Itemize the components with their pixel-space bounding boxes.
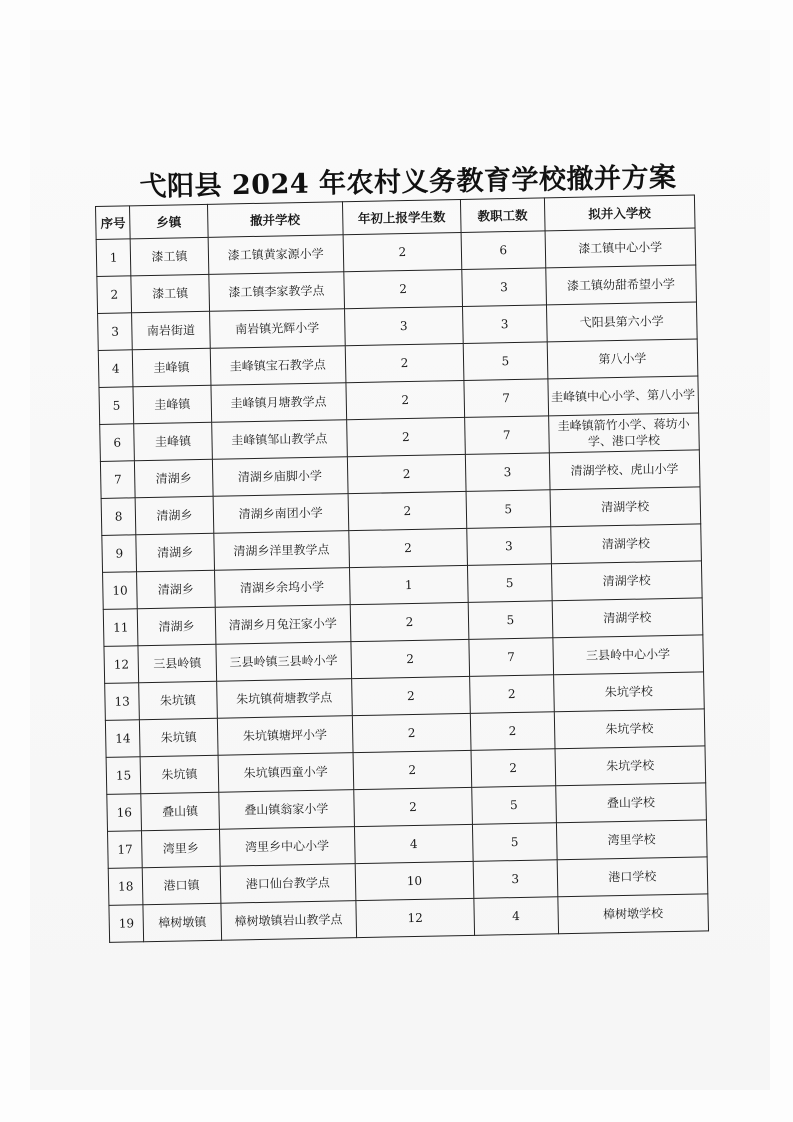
cell-town: 南岩街道 <box>132 311 210 349</box>
cell-school: 圭峰镇邹山教学点 <box>211 420 347 460</box>
cell-staff: 3 <box>465 453 549 492</box>
cell-target: 三县岭中心小学 <box>553 635 704 675</box>
cell-school: 圭峰镇月塘教学点 <box>211 383 347 423</box>
cell-staff: 3 <box>462 268 546 307</box>
cell-students: 2 <box>351 639 470 678</box>
cell-students: 2 <box>354 787 473 826</box>
cell-students: 1 <box>349 565 468 604</box>
cell-students: 2 <box>346 380 465 419</box>
cell-seq: 15 <box>106 757 141 795</box>
cell-target: 清湖学校 <box>550 524 701 564</box>
cell-town: 漆工镇 <box>131 274 209 312</box>
cell-seq: 7 <box>100 461 135 499</box>
cell-school: 樟树墩镇岩山教学点 <box>221 901 357 941</box>
cell-staff: 3 <box>462 305 546 344</box>
cell-staff: 2 <box>470 675 554 714</box>
cell-town: 朱坑镇 <box>140 718 218 756</box>
cell-school: 南岩镇光辉小学 <box>209 309 345 349</box>
cell-town: 圭峰镇 <box>133 385 211 423</box>
cell-students: 12 <box>356 898 475 937</box>
cell-seq: 14 <box>105 720 140 758</box>
cell-students: 2 <box>350 602 469 641</box>
cell-staff: 2 <box>471 749 555 788</box>
merger-plan-table <box>95 194 709 942</box>
cell-seq: 1 <box>96 239 131 277</box>
cell-staff: 5 <box>463 342 547 381</box>
cell-students: 2 <box>349 528 468 567</box>
cell-seq: 9 <box>102 535 137 573</box>
cell-seq: 19 <box>109 905 144 943</box>
header-target: 拟并入学校 <box>544 195 695 231</box>
cell-seq: 10 <box>103 572 138 610</box>
cell-students: 2 <box>343 232 462 271</box>
cell-target: 弋阳县第六小学 <box>546 302 697 342</box>
cell-school: 叠山镇翁家小学 <box>218 790 354 830</box>
cell-target: 漆工镇幼甜希望小学 <box>545 265 696 305</box>
cell-town: 樟树墩镇 <box>143 903 221 941</box>
cell-staff: 5 <box>472 823 556 862</box>
header-staff: 教职工数 <box>460 198 544 233</box>
cell-seq: 5 <box>99 387 134 425</box>
cell-target: 朱坑学校 <box>554 709 705 749</box>
header-town: 乡镇 <box>130 204 208 238</box>
cell-target: 清湖学校 <box>551 561 702 601</box>
cell-target: 第八小学 <box>547 339 698 379</box>
cell-school: 清湖乡南团小学 <box>213 494 349 534</box>
cell-town: 清湖乡 <box>138 607 216 645</box>
cell-seq: 3 <box>98 313 133 351</box>
cell-school: 圭峰镇宝石教学点 <box>210 346 346 386</box>
cell-target: 朱坑学校 <box>555 746 706 786</box>
cell-school: 清湖乡庙脚小学 <box>212 457 348 497</box>
cell-staff: 3 <box>467 527 551 566</box>
cell-students: 2 <box>345 343 464 382</box>
cell-target: 湾里学校 <box>556 820 707 860</box>
header-seq: 序号 <box>96 206 131 240</box>
table-body <box>96 228 708 942</box>
cell-town: 清湖乡 <box>135 459 213 497</box>
cell-target: 清湖学校、虎山小学 <box>549 450 700 490</box>
cell-target: 清湖学校 <box>552 598 703 638</box>
cell-seq: 8 <box>101 498 136 536</box>
cell-seq: 4 <box>98 350 133 388</box>
cell-seq: 16 <box>107 794 142 832</box>
cell-school: 朱坑镇西童小学 <box>218 753 354 793</box>
cell-town: 清湖乡 <box>135 496 213 534</box>
cell-seq: 18 <box>108 868 143 906</box>
cell-staff: 6 <box>461 231 545 270</box>
cell-town: 圭峰镇 <box>133 348 211 386</box>
cell-seq: 11 <box>103 609 138 647</box>
cell-target: 圭峰镇箭竹小学、蒋坊小学、港口学校 <box>548 413 699 453</box>
cell-seq: 2 <box>97 276 132 314</box>
cell-school: 清湖乡余坞小学 <box>214 568 350 608</box>
cell-town: 漆工镇 <box>130 237 208 275</box>
cell-target: 漆工镇中心小学 <box>545 228 696 268</box>
cell-town: 清湖乡 <box>137 570 215 608</box>
header-school: 撤并学校 <box>207 202 343 238</box>
cell-school: 漆工镇黄家源小学 <box>208 235 344 275</box>
cell-town: 清湖乡 <box>136 533 214 571</box>
cell-seq: 6 <box>100 424 135 462</box>
cell-town: 朱坑镇 <box>139 681 217 719</box>
cell-students: 4 <box>354 824 473 863</box>
cell-students: 3 <box>344 306 463 345</box>
cell-target: 港口学校 <box>557 857 708 897</box>
cell-staff: 5 <box>466 490 550 529</box>
cell-students: 2 <box>347 417 466 456</box>
cell-staff: 5 <box>468 601 552 640</box>
cell-town: 三县岭镇 <box>138 644 216 682</box>
cell-students: 2 <box>352 713 471 752</box>
cell-school: 清湖乡洋里教学点 <box>213 531 349 571</box>
cell-school: 港口仙台教学点 <box>220 864 356 904</box>
cell-staff: 4 <box>474 897 558 936</box>
cell-staff: 7 <box>469 638 553 677</box>
cell-staff: 7 <box>464 379 548 418</box>
cell-town: 叠山镇 <box>141 792 219 830</box>
cell-school: 漆工镇李家教学点 <box>208 272 344 312</box>
cell-target: 叠山学校 <box>555 783 706 823</box>
cell-school: 三县岭镇三县岭小学 <box>216 642 352 682</box>
cell-students: 2 <box>351 676 470 715</box>
cell-students: 2 <box>344 269 463 308</box>
cell-students: 2 <box>347 454 466 493</box>
cell-seq: 17 <box>108 831 143 869</box>
cell-school: 湾里乡中心小学 <box>219 827 355 867</box>
cell-target: 樟树墩学校 <box>558 894 709 934</box>
cell-staff: 5 <box>467 564 551 603</box>
cell-school: 朱坑镇荷塘教学点 <box>216 679 352 719</box>
cell-staff: 7 <box>465 416 549 455</box>
document-title: 弋阳县 2024 年农村义务教育学校撤并方案 <box>139 162 677 203</box>
cell-staff: 3 <box>473 860 557 899</box>
cell-students: 10 <box>355 861 474 900</box>
cell-town: 圭峰镇 <box>134 422 212 460</box>
cell-target: 圭峰镇中心小学、第八小学 <box>548 376 699 416</box>
cell-staff: 2 <box>470 712 554 751</box>
cell-town: 港口镇 <box>143 866 221 904</box>
table-container <box>95 194 709 942</box>
cell-town: 湾里乡 <box>142 829 220 867</box>
cell-target: 清湖学校 <box>550 487 701 527</box>
cell-seq: 13 <box>105 683 140 721</box>
cell-town: 朱坑镇 <box>140 755 218 793</box>
cell-seq: 12 <box>104 646 139 684</box>
header-students: 年初上报学生数 <box>342 199 461 234</box>
cell-staff: 5 <box>472 786 556 825</box>
cell-students: 2 <box>353 750 472 789</box>
cell-target: 朱坑学校 <box>553 672 704 712</box>
cell-school: 朱坑镇塘坪小学 <box>217 716 353 756</box>
cell-school: 清湖乡月兔汪家小学 <box>215 605 351 645</box>
cell-students: 2 <box>348 491 467 530</box>
